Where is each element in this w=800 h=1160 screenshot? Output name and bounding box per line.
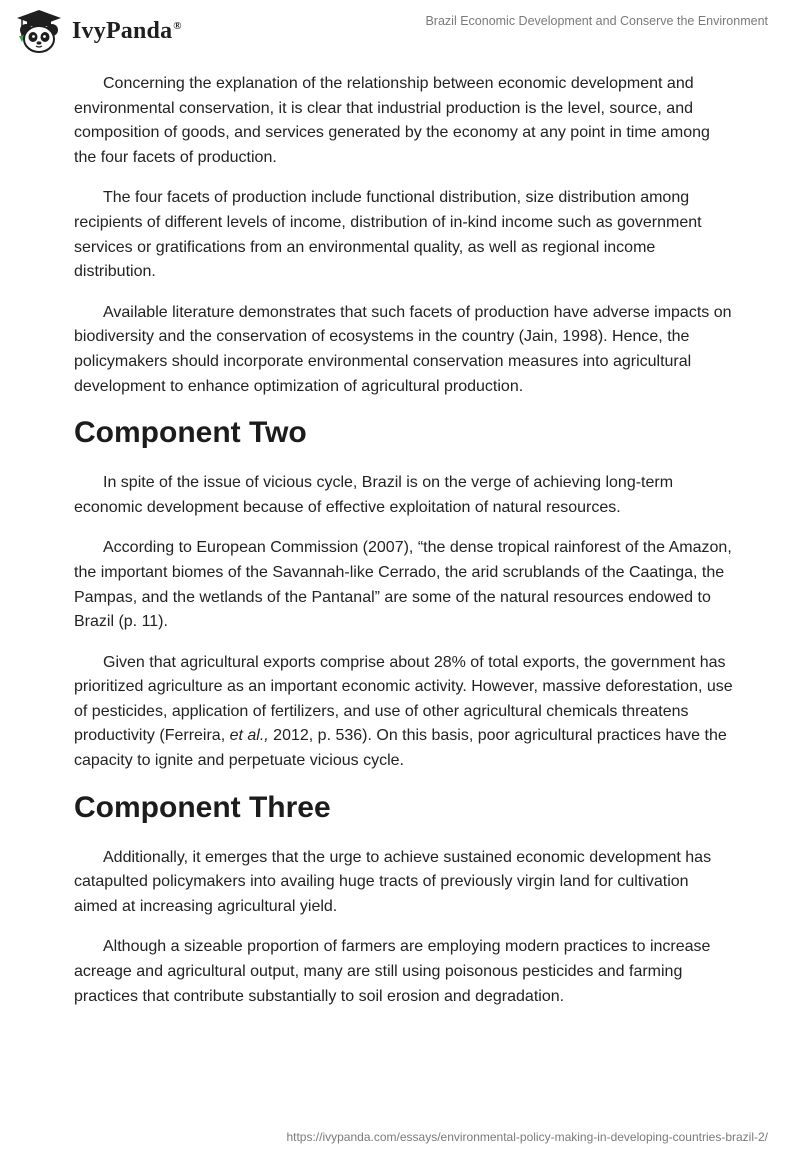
paragraph-text: 2012, p. 536). On this basis, poor agricultural practices have the capacity to ignite and perpetuate vicious cycle. [74,727,727,770]
paragraph: The four facets of production include functional distribution, size distribution among recipients of different levels of income, distribution of in-kind income such as government services or gratifications from an environmental quality, as well as regional income distribution. [74,189,702,281]
section-heading-component-three: Component Three [74,790,331,824]
paragraph: Additionally, it emerges that the urge to achieve sustained economic development has catapulted policymakers into availing huge tracts of previously virgin land for cultivation aimed at increasing agricultural yield. [74,848,712,915]
section-heading-component-two: Component Two [74,416,307,450]
paragraph-text: Given that agricultural exports comprise about 28% of total exports, the government has prioritized agriculture as an important economic activity. However, massive deforestation, use of pesticides, application of fertilizers, and use of other agricultural chemicals threatens productivity (Ferreira, [74,653,733,745]
document-title: Brazil Economic Development and Conserve the Environment [425,14,768,28]
brand-name: IvyPanda® [72,17,182,44]
ivypanda-logo[interactable] [14,8,182,54]
panda-mascot-icon [14,8,64,54]
paragraph: Although a sizeable proportion of farmers are employing modern practices to increase acreage and agricultural output, many are still using poisonous pesticides and farming practices that contribute substantially to soil erosion and degradation. [74,938,711,1005]
paragraph: Available literature demonstrates that such facets of production have adverse impacts on biodiversity and the conservation of ecosystems in the country (Jain, 1998). Hence, the policymakers should incorporate environmental conservation measures into agricultural development to enhance optimization of agricultural production. [74,303,732,395]
page-header [0,0,800,70]
registered-mark: ® [173,19,182,32]
paragraph [74,651,734,774]
paragraph: Concerning the explanation of the relationship between economic development and environmental conservation, it is clear that industrial production is the level, source, and composition of goods, and services generated by the economy at any point in time among the four facets of production. [74,75,710,166]
citation-et-al: et al., [229,727,269,745]
paragraph: In spite of the issue of vicious cycle, Brazil is on the verge of achieving long-term economic development because of effective exploitation of natural resources. [74,474,674,516]
paragraph: According to European Commission (2007), “the dense tropical rainforest of the Amazon, the important biomes of the Savannah-like Cerrado, the arid scrublands of the Caatinga, the Pampas, and the wetlands of the Pantanal” are some of the natural resources endowed to Brazil (p. 11). [74,539,732,631]
essay-body [74,72,734,1025]
source-url[interactable]: https://ivypanda.com/essays/environmental-policy-making-in-developing-countries-brazil-2/ [286,1130,768,1144]
